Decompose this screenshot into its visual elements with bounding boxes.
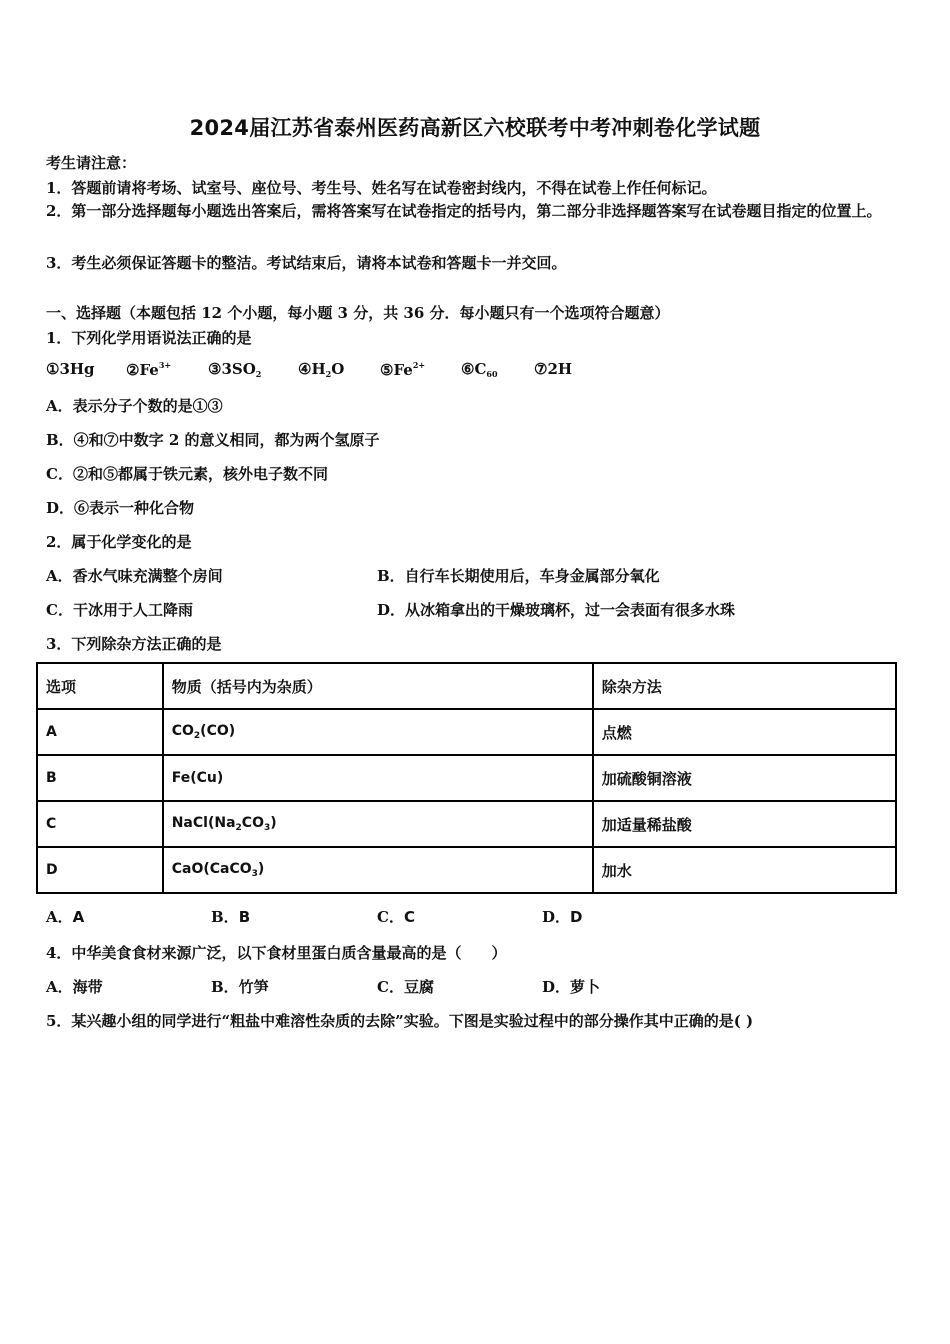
page-title: 2024届江苏省泰州医药高新区六校联考中考冲刺卷化学试题 <box>189 116 761 140</box>
q4-option-b: B．竹笋 <box>211 978 269 996</box>
q2-stem: 2．属于化学变化的是 <box>46 533 192 551</box>
notice-item-3: 3．考生必须保证答题卡的整洁。考试结束后，请将本试卷和答题卡一并交回。 <box>46 254 567 272</box>
row-substance: $CO_2(CO)$ <box>163 709 593 755</box>
notice-item-1: 1．答题前请将考场、试室号、座位号、考生号、姓名写在试卷密封线内，不得在试卷上作任何标记。 <box>46 179 717 197</box>
q1-option-d: D．⑥表示一种化合物 <box>46 499 195 517</box>
q1-option-a: A．表示分子个数的是①③ <box>46 397 223 415</box>
row-substance: CaO(CaCO$_3$) <box>163 847 593 893</box>
q4-option-a: A．海带 <box>46 978 103 996</box>
row-label: C <box>37 801 163 847</box>
q1-symbol-5: $⑤Fe^{2+}$ <box>380 360 426 379</box>
q5-stem: 5．某兴趣小组的同学进行“粗盐中难溶性杂质的去除”实验。下图是实验过程中的部分操作其中正确的是( ) <box>46 1012 754 1030</box>
q1-symbol-6: $⑥C_{60}$ <box>461 360 498 379</box>
table-row <box>37 847 896 893</box>
table-row <box>37 755 896 801</box>
q1-symbol-2: $②Fe^{3+}$ <box>126 360 172 379</box>
q3-stem: 3．下列除杂方法正确的是 <box>46 635 222 653</box>
row-label: D <box>37 847 163 893</box>
q2-option-a: A．香水气味充满整个房间 <box>46 567 223 585</box>
row-method: 加水 <box>593 847 896 893</box>
header-option: 选项 <box>37 663 163 709</box>
table-row <box>37 709 896 755</box>
table-row <box>37 801 896 847</box>
q4-option-c: C．豆腐 <box>377 978 434 996</box>
row-substance: Fe(Cu) <box>163 755 593 801</box>
row-substance: $NaCl(Na_2CO_3)$ <box>163 801 593 847</box>
table-header-row <box>37 663 896 709</box>
notice-item-2: 2．第一部分选择题每小题选出答案后，需将答案写在试卷指定的括号内，第二部分非选择题答案写在试卷题目指定的位置上。 <box>46 202 882 220</box>
q3-answer-a: A．A <box>46 908 85 926</box>
q3-answer-d: D．D <box>542 908 583 926</box>
row-label: A <box>37 709 163 755</box>
row-method: 点燃 <box>593 709 896 755</box>
q1-symbol-4: $④H_2O$ <box>298 360 345 379</box>
q1-option-b: B．④和⑦中数字 2 的意义相同，都为两个氢原子 <box>46 431 380 449</box>
row-method: 加硫酸铜溶液 <box>593 755 896 801</box>
q2-option-b: B．自行车长期使用后，车身金属部分氧化 <box>377 567 660 585</box>
q4-stem: 4．中华美食食材来源广泛，以下食材里蛋白质含量最高的是（ ） <box>46 944 507 962</box>
section-heading: 一、选择题（本题包括 12 个小题，每小题 3 分，共 36 分．每小题只有一个选项符合题意） <box>46 304 670 322</box>
notice-heading: 考生请注意： <box>46 154 137 172</box>
q1-option-c: C．②和⑤都属于铁元素，核外电子数不同 <box>46 465 328 483</box>
q1-symbol-7: ⑦2H <box>534 360 573 378</box>
q1-symbol-1: ①3Hg <box>46 360 95 378</box>
q3-table <box>36 662 897 894</box>
q3-answer-c: C．C <box>377 908 415 926</box>
q2-option-c: C．干冰用于人工降雨 <box>46 601 193 619</box>
header-substance: 物质（括号内为杂质） <box>163 663 593 709</box>
q3-answer-b: B．B <box>211 908 251 926</box>
row-label: B <box>37 755 163 801</box>
q1-symbol-3: $③3SO_2$ <box>208 360 262 379</box>
header-method: 除杂方法 <box>593 663 896 709</box>
q1-stem: 1．下列化学用语说法正确的是 <box>46 329 252 347</box>
q2-option-d: D．从冰箱拿出的干燥玻璃杯，过一会表面有很多水珠 <box>377 601 736 619</box>
row-method: 加适量稀盐酸 <box>593 801 896 847</box>
q4-option-d: D．萝卜 <box>542 978 601 996</box>
